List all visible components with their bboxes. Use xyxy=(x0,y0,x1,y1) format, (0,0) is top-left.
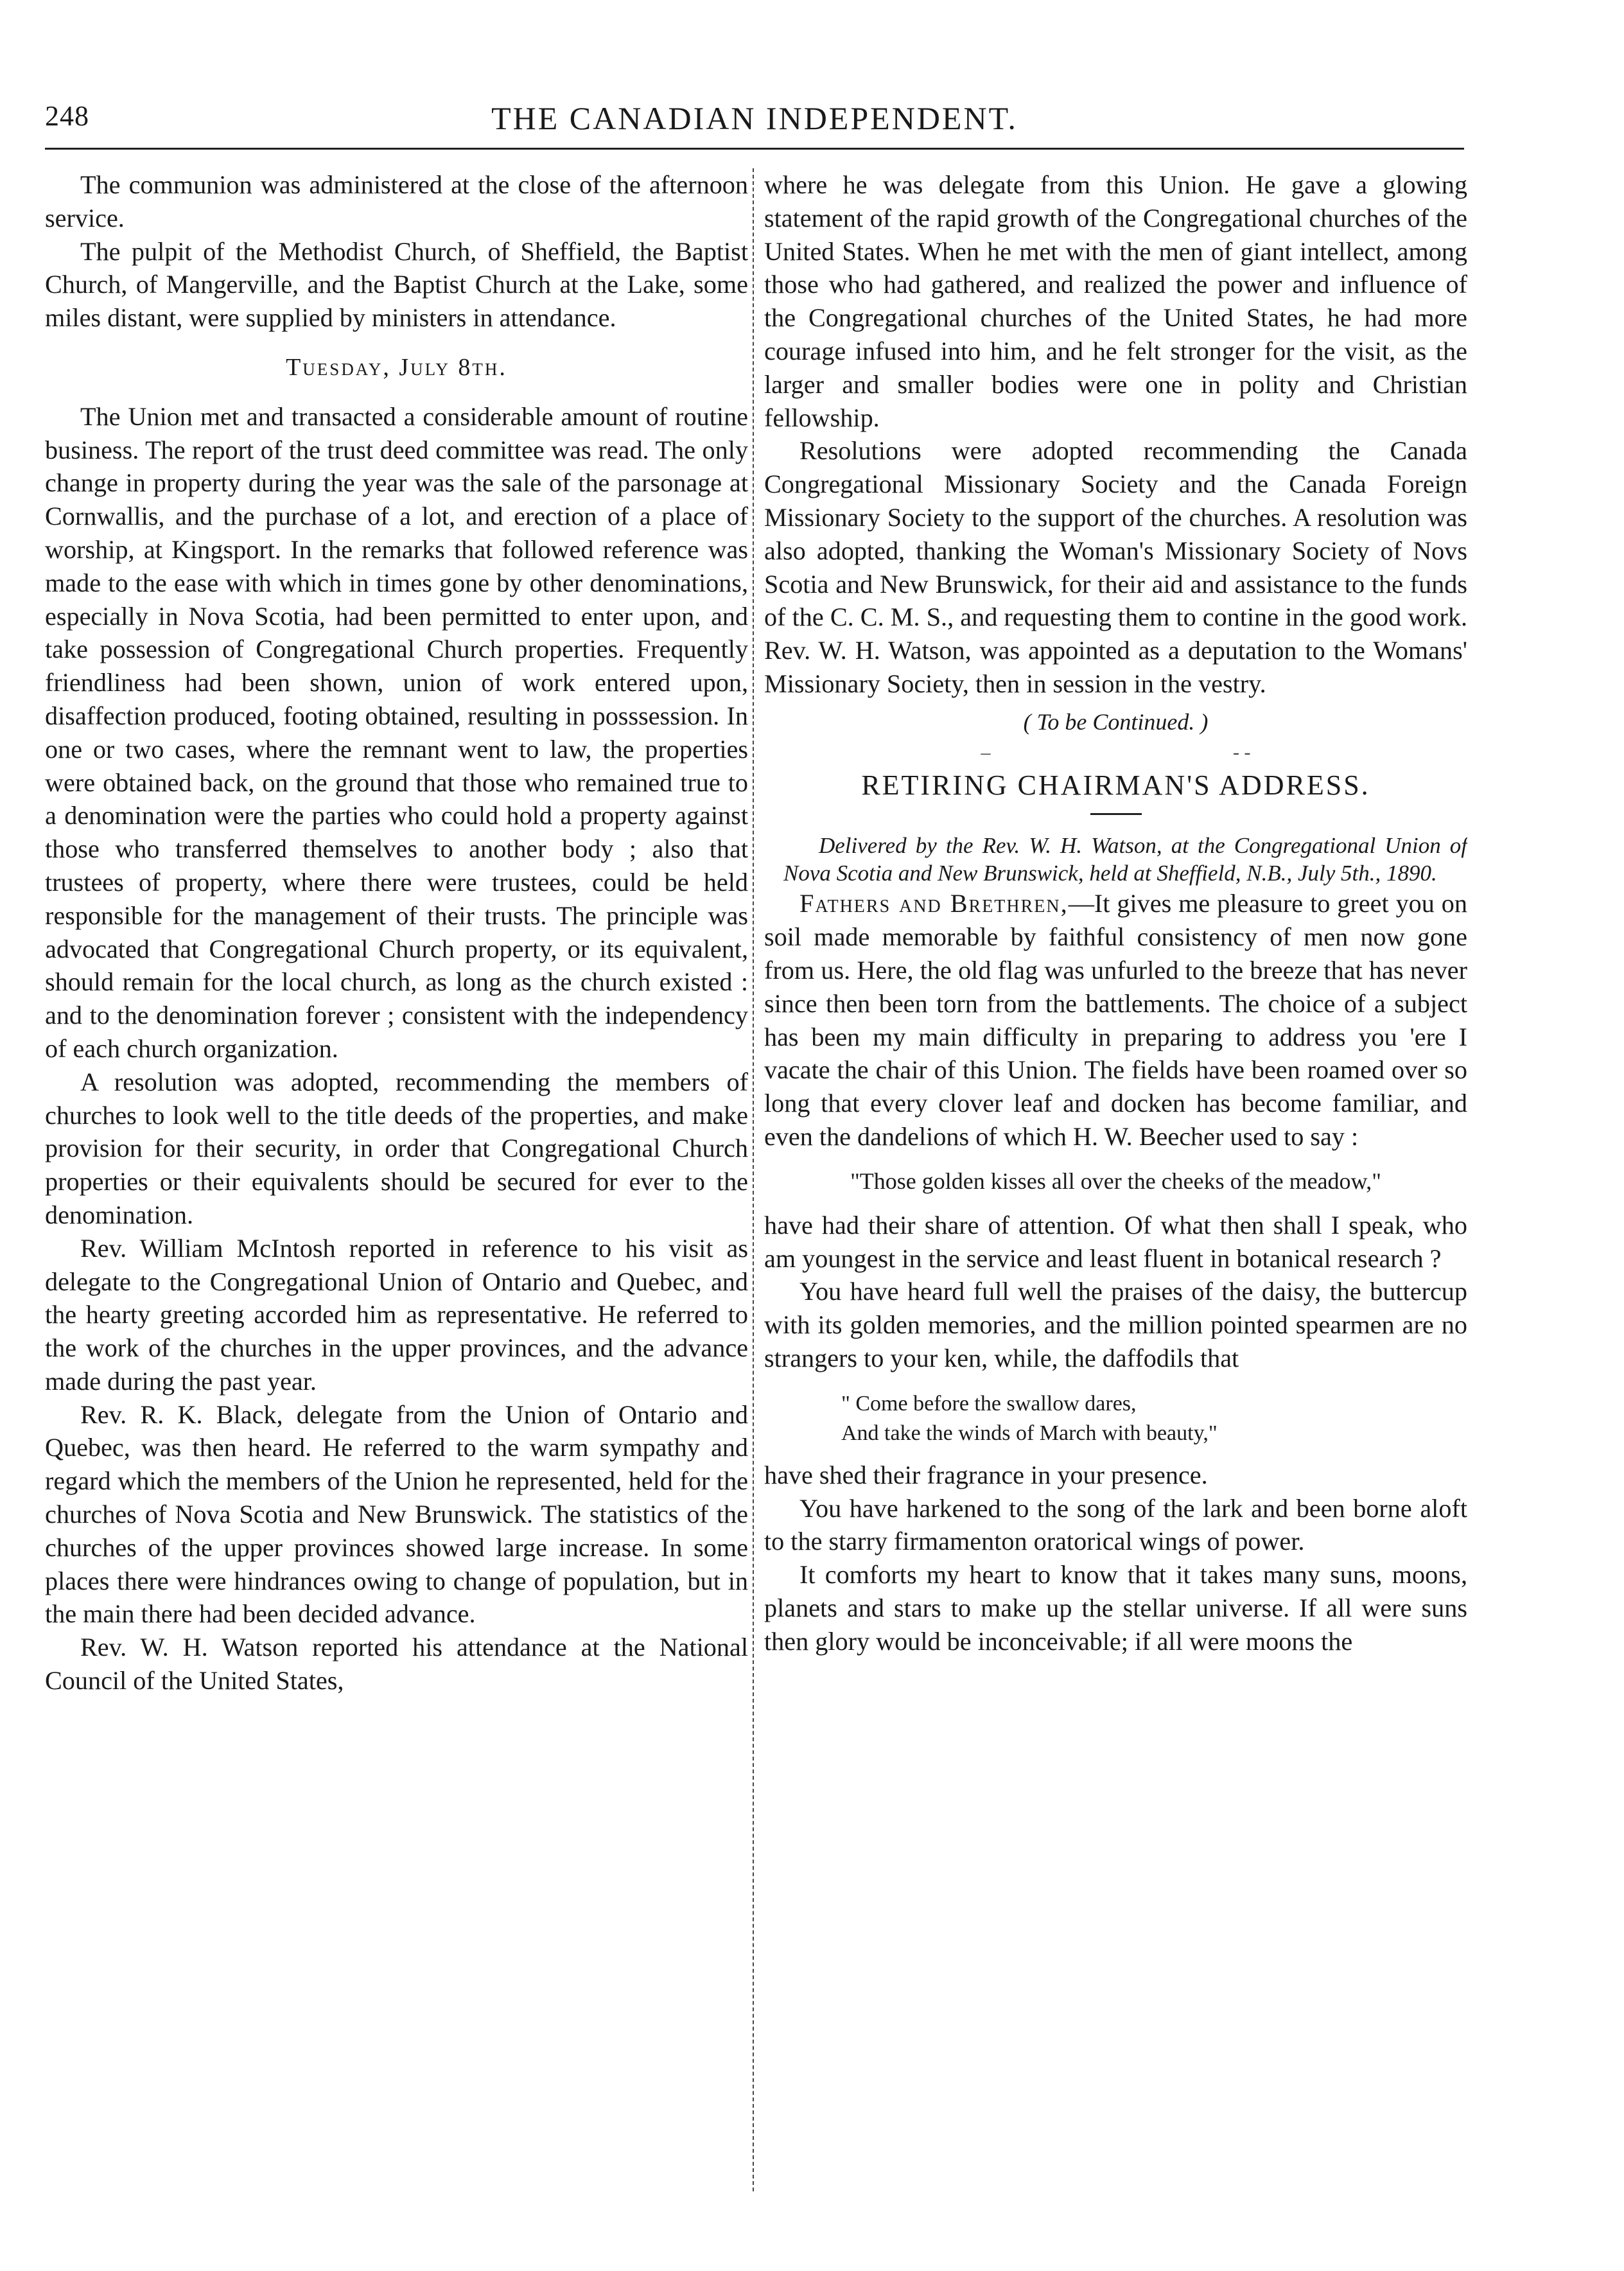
paragraph: Rev. R. K. Black, delegate from the Union of Ontario and Quebec, was then heard. He referred to the warm sympathy and regard which the members of the Union he represented, held for the churches of Nova Scotia and New Brunswick. The statistics of the churches of the upper provinces showed large increase. In some places there were hindrances owing to change of population, but in the main there had been decided advance. xyxy=(45,1399,748,1629)
paragraph: You have heard full well the praises of the daisy, the buttercup with its golden memories, and the million pointed spearmen are no strangers to your ken, while, the daffodils that xyxy=(764,1277,1467,1372)
byline: Delivered by the Rev. W. H. Watson, at the Congregational Union of Nova Scotia and New Brunswick, held at Sheffield, N.B., July 5th., 1890. xyxy=(783,833,1467,886)
page-header xyxy=(45,100,1464,151)
paragraph: The Union met and transacted a considerable amount of routine business. The report of the trust deed committee was read. The only change in property during the year was the sale of the parsonage at Cornwallis, and the purchase of a lot, and erection of a place of worship, at Kingsport. In the remarks that followed reference was made to the ease with which in times gone by other denominations, especially in Nova Scotia, had been permitted to enter upon, and take possession of Congregational Church properties. Frequently friendliness had been shown, union of work entered upon, disaffection produced, footing obtained, resulting in posssession. In one or two cases, where the remnant went to law, the properties were obtained back, on the ground that those who remained true to a denomination were the parties who could hold a property against those who transferred themselves to another body ; also that trustees of property, where there were trustees, could be held responsible for the management of their trusts. The principle was advocated that Congregational Church property, or its equivalent, should remain for the local church, as long as the church existed : and to the denomination forever ; consistent with the independency of each church organization. xyxy=(45,401,748,1063)
verse-line: And take the winds of March with beauty," xyxy=(841,1421,1218,1445)
verse-line: " Come before the swallow dares, xyxy=(841,1391,1137,1416)
separator-dashes: – - - xyxy=(981,741,1251,763)
paragraph: have shed their fragrance in your presence. xyxy=(764,1460,1208,1489)
paragraph: The pulpit of the Methodist Church, of Sheffield, the Baptist Church, of Mangerville, and the Baptist Church at the Lake, some miles distant, were supplied by ministers in attendance. xyxy=(45,236,748,333)
paragraph: where he was delegate from this Union. He gave a glowing statement of the rapid growth of the Congregational churches of the United States. When he met with the men of giant intellect, among those who had gathered, and realized the power and influence of the Congregational churches of the United States, he had more courage infused into him, and he felt stronger for the visit, as the larger and smaller bodies were one in polity and Christian fellowship. xyxy=(764,170,1467,432)
paragraph: The communion was administered at the close of the afternoon service. xyxy=(45,170,748,232)
paragraph: Rev. W. H. Watson reported his attendance at the National Council of the United States, xyxy=(45,1633,748,1696)
paragraph: Rev. William McIntosh reported in reference to his visit as delegate to the Congregational Union of Ontario and Quebec, and the hearty greeting accorded him as representative. He referred to the work of the churches in the upper provinces, and the advance made during the past year. xyxy=(45,1233,748,1396)
salutation: Fathers and Brethren, xyxy=(799,889,1069,918)
paragraph xyxy=(764,887,1467,1153)
header-rule xyxy=(45,148,1464,150)
title-rule xyxy=(1090,813,1142,815)
right-column xyxy=(764,168,1467,2223)
paragraph: It comforts my heart to know that it takes many suns, moons, planets and stars to make up the stellar universe. If all were suns then glory would be inconceivable; if all were moons the xyxy=(764,1560,1467,1656)
section-title: RETIRING CHAIRMAN'S ADDRESS. xyxy=(861,769,1370,801)
quotation: "Those golden kisses all over the cheeks of the meadow," xyxy=(850,1168,1381,1194)
continued-note: ( To be Continued. ) xyxy=(1023,708,1209,735)
column-divider xyxy=(753,168,754,2191)
paragraph: Resolutions were adopted recommending the Canada Congregational Missionary Society and the Canada Foreign Missionary Society to the support of the churches. A resolution was also adopted, thanking the Woman's Missionary Society of Novs Scotia and New Brunswick, for their aid and assistance to the funds of the C. C. M. S., and requesting them to contine in the good work. Rev. W. H. Watson, was appointed as a deputation to the Womans' Missionary Society, then in session in the vestry. xyxy=(764,436,1467,698)
left-column xyxy=(45,168,748,2223)
journal-title: THE CANADIAN INDEPENDENT. xyxy=(491,100,1018,136)
date-heading: Tuesday, July 8th. xyxy=(286,353,507,381)
page-number: 248 xyxy=(45,100,89,132)
paragraph: A resolution was adopted, recommending the members of churches to look well to the title deeds of the properties, and make provision for their security, in order that Congregational Church properties or their equivalents should be secured for ever to the denomination. xyxy=(45,1067,748,1229)
paragraph: You have harkened to the song of the lark and been borne aloft to the starry firmamenton oratorical wings of power. xyxy=(764,1493,1467,1556)
verse xyxy=(841,1389,1467,1448)
paragraph-text: —It gives me pleasure to greet you on soil made memorable by faithful consistency of men now gone from us. Here, the old flag was unfurled to the breeze that has never since then been torn from the battlements. The choice of a subject has been my main difficulty in preparing to address you 'ere I vacate the chair of this Union. The fields have been roamed over so long that every clover leaf and docken has become familiar, and even the dandelions of which H. W. Beecher used to say : xyxy=(764,889,1467,1151)
paragraph: have had their share of attention. Of what then shall I speak, who am youngest in the service and least fluent in botanical research ? xyxy=(764,1210,1467,1273)
